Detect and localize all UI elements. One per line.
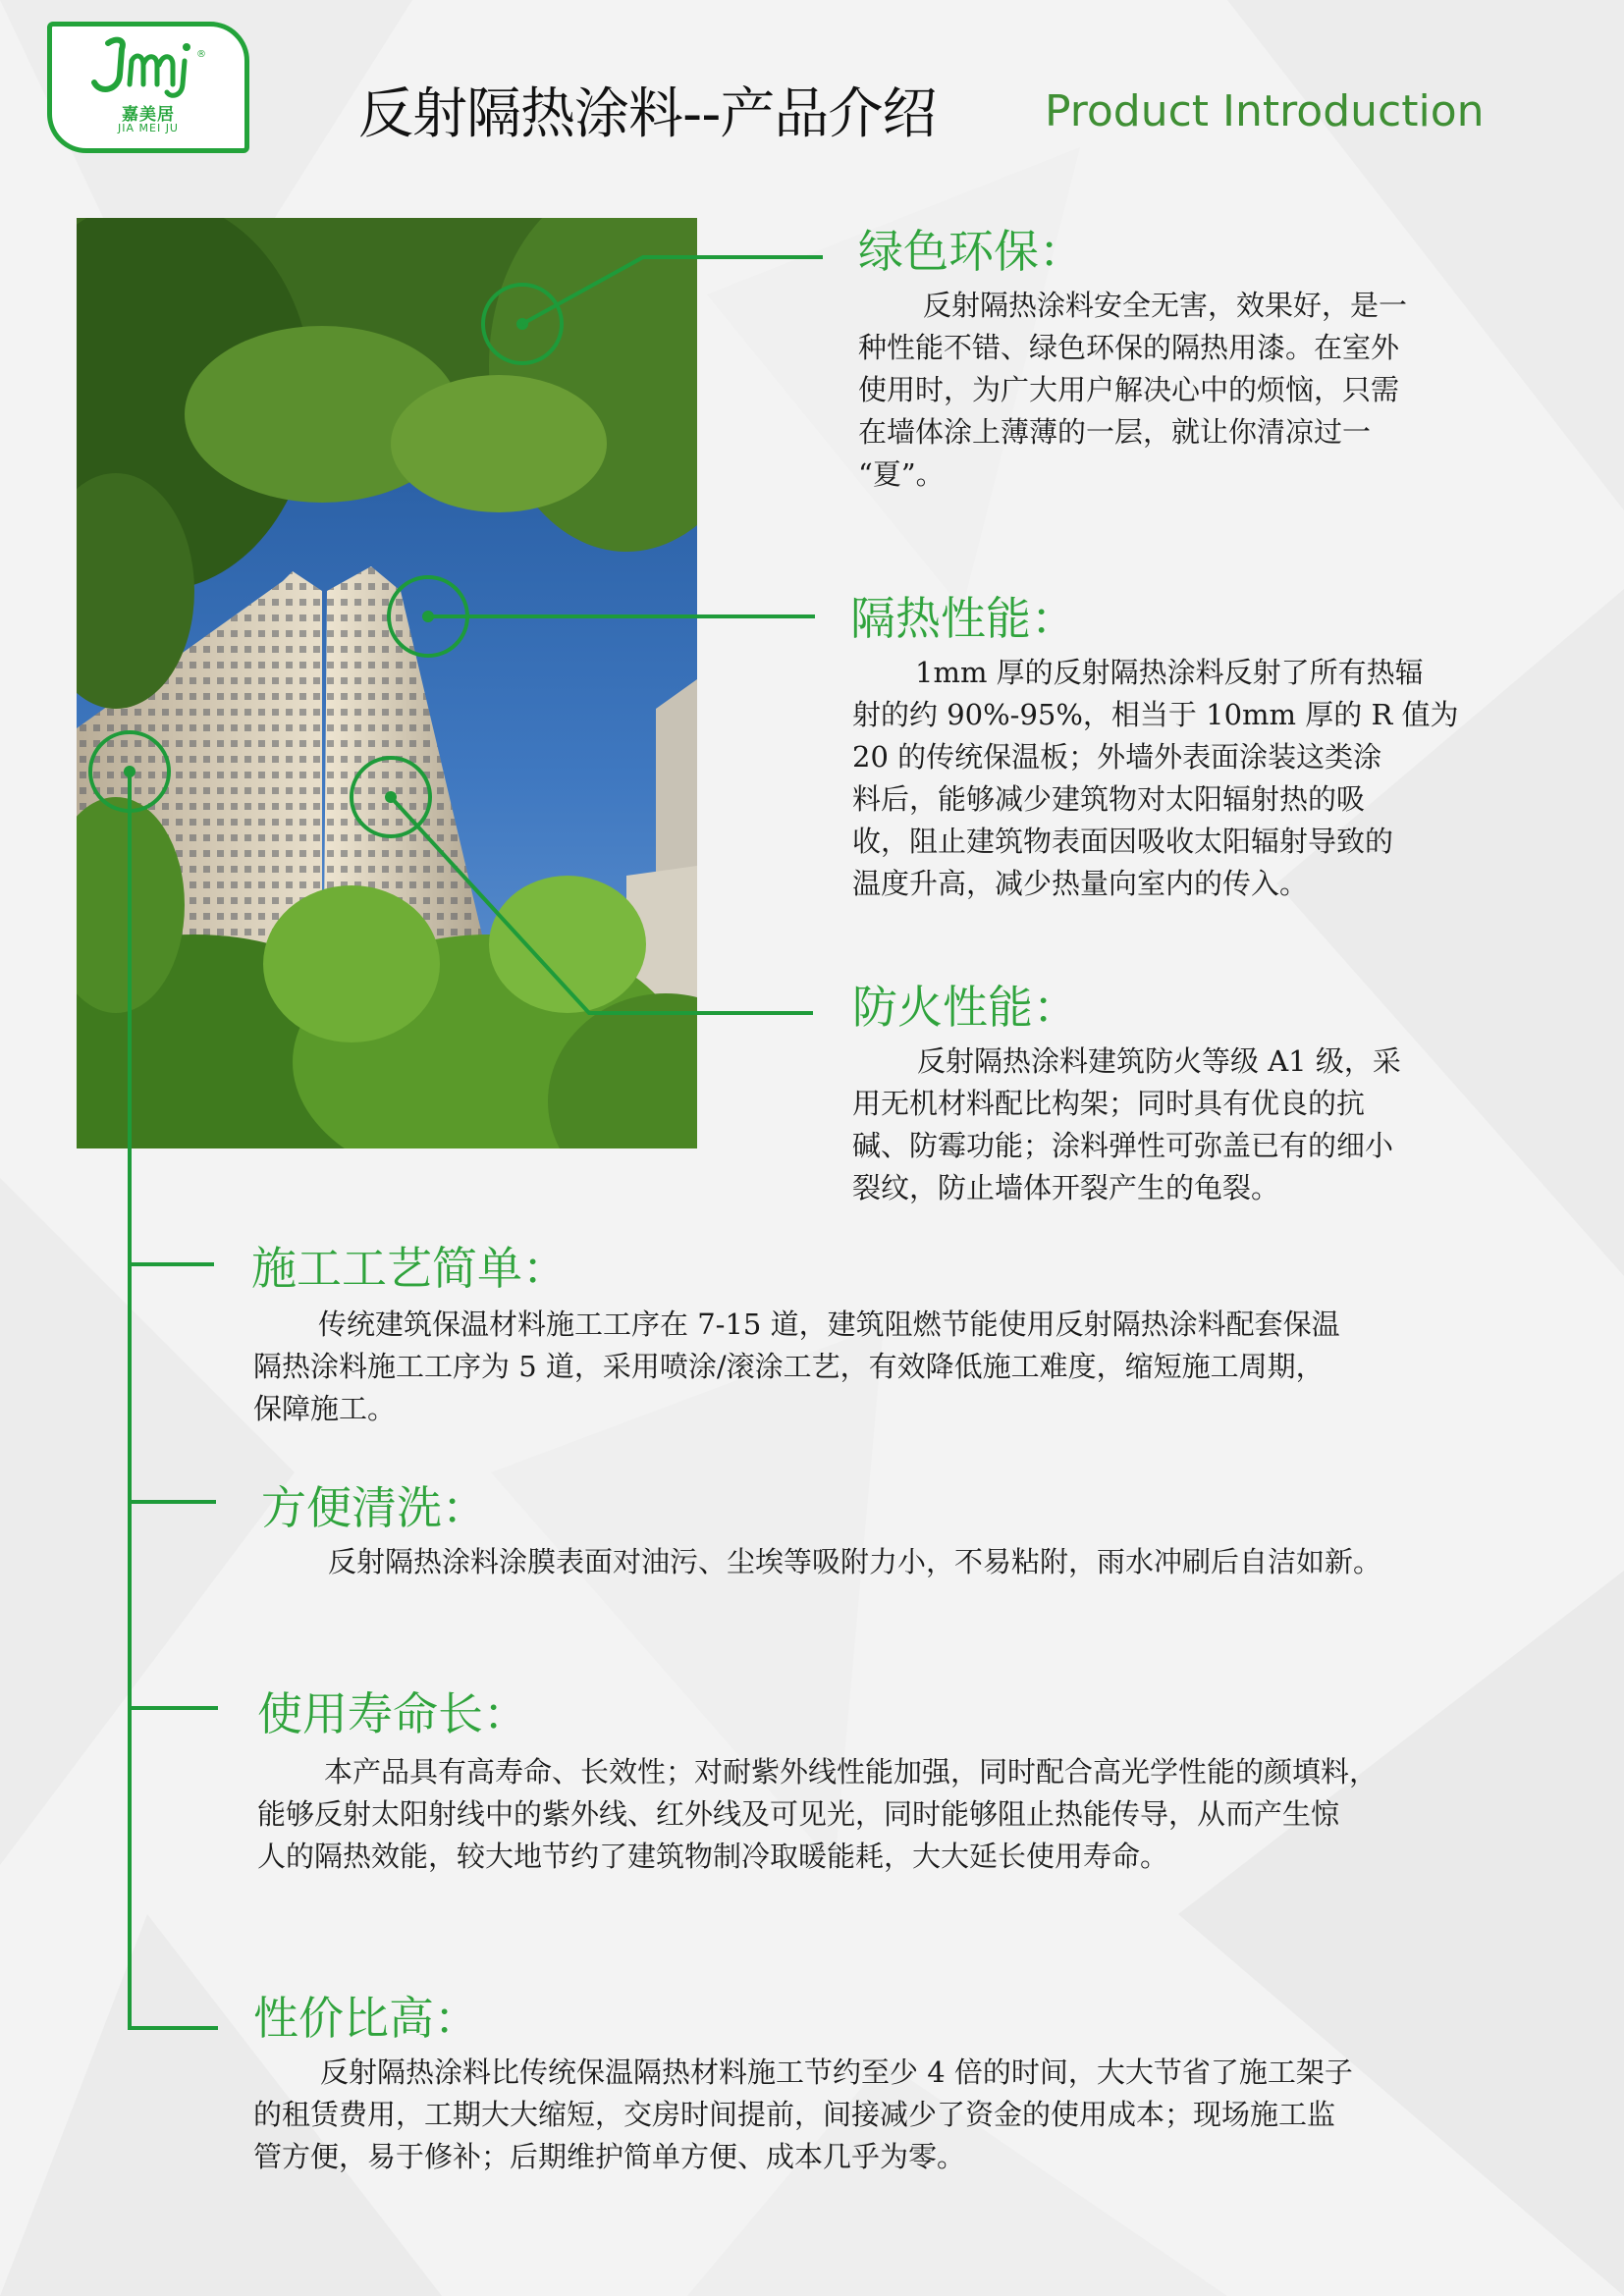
section-fire-body (852, 1041, 1481, 1209)
section-construction-line: 传统建筑保温材料施工工序在 7-15 道，建筑阻燃节能使用反射隔热涂料配套保温 (318, 1308, 1340, 1341)
section-insulation-body (852, 652, 1481, 905)
section-lifespan-body (257, 1751, 1504, 1878)
section-green-line: 种性能不错、绿色环保的隔热用漆。在室外 (858, 331, 1400, 364)
building-trees-photo (77, 218, 697, 1148)
section-lifespan-line: 本产品具有高寿命、长效性；对耐紫外线性能加强，同时配合高光学性能的颜填料， (324, 1755, 1379, 1789)
section-cleaning-line: 反射隔热涂料涂膜表面对油污、尘埃等吸附力小，不易粘附，雨水冲刷后自洁如新。 (328, 1545, 1382, 1578)
page-subtitle: Product Introduction (1045, 86, 1485, 136)
section-insulation-line: 收，阻止建筑物表面因吸收太阳辐射导致的 (852, 825, 1394, 858)
section-construction-line: 保障施工。 (253, 1392, 397, 1425)
logo-registered-mark: ® (196, 49, 206, 60)
section-fire-line: 裂纹，防止墙体开裂产生的龟裂。 (852, 1171, 1280, 1204)
logo-mark-icon (86, 35, 210, 100)
section-construction-line: 隔热涂料施工工序为 5 道，采用喷涂/滚涂工艺，有效降低施工难度，缩短施工周期， (253, 1350, 1325, 1383)
section-cleaning-body (261, 1541, 1508, 1583)
section-fire-line: 碱、防霉功能；涂料弹性可弥盖已有的细小 (852, 1129, 1394, 1162)
section-fire-line: 反射隔热涂料建筑防火等级 A1 级，采 (917, 1044, 1401, 1078)
section-value-title: 性价比高： (253, 1992, 479, 2045)
section-green-body (858, 285, 1479, 496)
section-green-line: 使用时，为广大用户解决心中的烦恼，只需 (858, 373, 1400, 406)
section-insulation-line: 料后，能够减少建筑物对太阳辐射热的吸 (852, 782, 1366, 816)
section-insulation-line: 1mm 厚的反射隔热涂料反射了所有热辐 (915, 656, 1424, 689)
logo-name-en: JIA MEI JU (118, 122, 179, 134)
section-value-line: 管方便，易于修补；后期维护简单方便、成本几乎为零。 (253, 2140, 966, 2173)
section-construction-body (253, 1304, 1500, 1430)
section-fire-title: 防火性能： (852, 981, 1078, 1034)
section-value-line: 的租赁费用，工期大大缩短，交房时间提前，间接减少了资金的使用成本；现场施工监 (253, 2098, 1336, 2131)
section-green-line: 反射隔热涂料安全无害，效果好，是一 (923, 289, 1408, 322)
brand-logo (47, 22, 249, 153)
section-insulation-line: 温度升高，减少热量向室内的传入。 (852, 867, 1309, 900)
section-green-line: “夏”。 (858, 457, 945, 491)
section-cleaning-title: 方便清洗： (261, 1481, 487, 1534)
section-lifespan-title: 使用寿命长： (257, 1687, 528, 1740)
section-value-body (253, 2052, 1500, 2178)
section-green-line: 在墙体涂上薄薄的一层，就让你清凉过一 (858, 415, 1372, 449)
section-green-title: 绿色环保： (858, 225, 1084, 278)
section-insulation-line: 20 的传统保温板；外墙外表面涂装这类涂 (852, 740, 1382, 774)
section-insulation-line: 射的约 90%-95%，相当于 10mm 厚的 R 值为 (852, 698, 1459, 731)
section-construction-title: 施工工艺简单： (251, 1242, 568, 1295)
logo-name-cn: 嘉美居 (122, 105, 175, 125)
section-lifespan-line: 能够反射太阳射线中的紫外线、红外线及可见光，同时能够阻止热能传导，从而产生惊 (257, 1797, 1340, 1831)
section-value-line: 反射隔热涂料比传统保温隔热材料施工节约至少 4 倍的时间，大大节省了施工架子 (320, 2056, 1353, 2089)
page-title: 反射隔热涂料--产品介绍 (358, 82, 937, 146)
section-insulation-title: 隔热性能： (850, 592, 1076, 645)
section-lifespan-line: 人的隔热效能，较大地节约了建筑物制冷取暖能耗，大大延长使用寿命。 (257, 1840, 1169, 1873)
section-fire-line: 用无机材料配比构架；同时具有优良的抗 (852, 1087, 1366, 1120)
